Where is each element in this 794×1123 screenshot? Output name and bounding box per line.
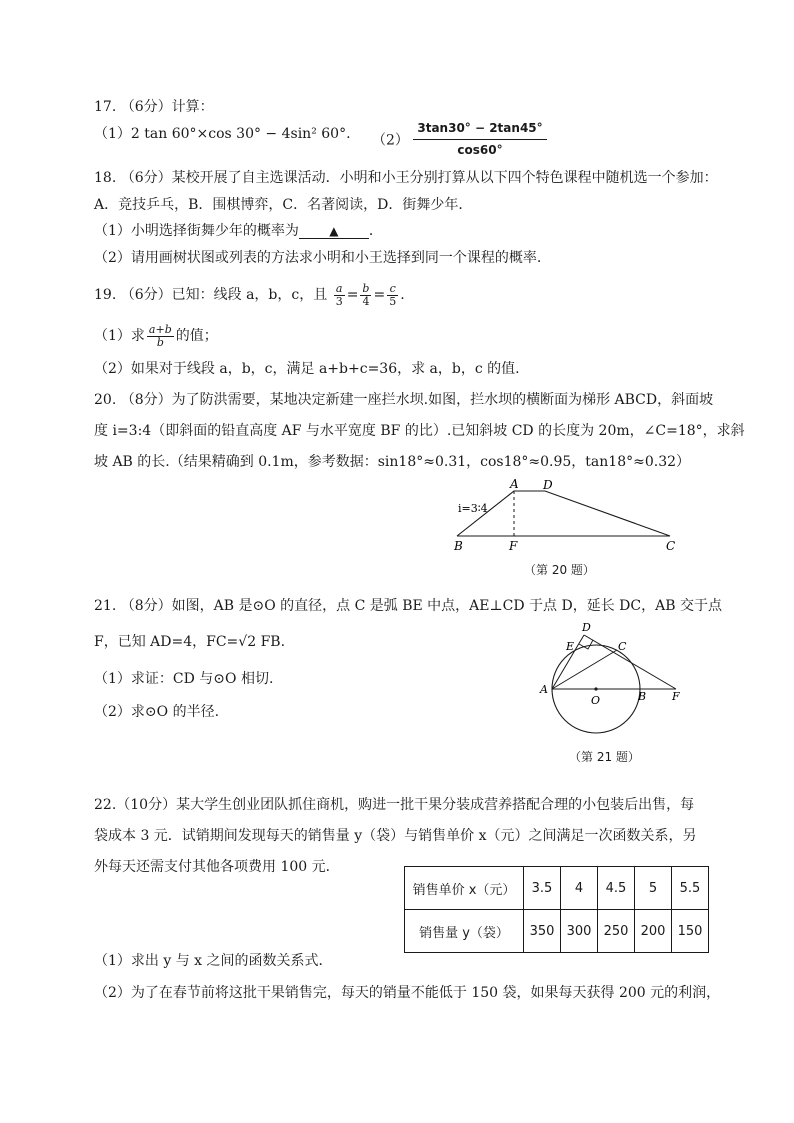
q19-part1 — [94, 323, 218, 349]
q19-fraction-b — [360, 283, 371, 308]
point-d-label: D — [543, 478, 553, 492]
table-cell: 150 — [672, 910, 709, 953]
q19-part1-end: 的值； — [175, 328, 218, 344]
q19-fraction-a-num: a — [334, 283, 345, 296]
price-header: 销售单价 x（元） — [405, 867, 524, 910]
q19-part1-text: （1）求 — [94, 328, 145, 344]
q21-part1: （1）求证：CD 与⊙O 相切. — [94, 671, 274, 687]
q19-part1-fraction — [147, 324, 174, 349]
q19-fraction-c-num: c — [387, 283, 398, 296]
figure-20-caption: （第 20 题） — [524, 563, 595, 577]
dam-trapezoid-figure — [440, 478, 690, 556]
q19-fraction-b-num: b — [362, 281, 370, 295]
q18-part1-text: （1）小明选择街舞少年的概率为 — [94, 223, 299, 239]
q18-part1 — [94, 221, 383, 241]
q20-line3: 坡 AB 的长.（结果精确到 0.1m，参考数据：sin18°≈0.31，cos18°≈0.95，tan18°≈0.32） — [94, 454, 691, 470]
table-cell: 200 — [635, 910, 672, 953]
table-cell: 300 — [561, 910, 598, 953]
point-e-label: E — [566, 640, 575, 653]
table-row — [405, 910, 709, 953]
table-cell: 5 — [635, 867, 672, 910]
table-cell: 4.5 — [598, 867, 635, 910]
q18-part1-end: ． — [368, 223, 383, 239]
q19-part1-fraction-den: b — [156, 335, 164, 349]
answer-blank: ▲ — [299, 224, 369, 239]
q17-part2-fraction — [413, 120, 546, 159]
quantity-header: 销售量 y（袋） — [405, 910, 524, 953]
q19-fraction-a — [334, 283, 345, 308]
q22-line2: 袋成本 3 元．试销期间发现每天的销售量 y（袋）与销售单价 x（元）之间满足一次函数关系，另 — [94, 828, 697, 844]
q22-line3: 外每天还需支付其他各项费用 100 元． — [94, 859, 340, 875]
q21-part2: （2）求⊙O 的半径. — [94, 704, 220, 720]
point-a-label: A — [540, 683, 548, 696]
line-ac — [552, 650, 617, 689]
q19-part2: （2）如果对于线段 a，b，c，满足 a+b+c=36，求 a，b，c 的值. — [94, 361, 520, 377]
trapezoid-outline — [457, 491, 670, 536]
point-c-label: C — [618, 640, 627, 653]
table-cell: 5.5 — [672, 867, 709, 910]
figure-21-caption: （第 21 题） — [569, 750, 640, 764]
q19-fraction-c-den: 5 — [389, 294, 397, 308]
table-cell: 350 — [524, 910, 561, 953]
q19-fraction-b-den: 4 — [362, 294, 370, 308]
point-d-label: D — [582, 621, 591, 634]
point-c-label: C — [666, 539, 676, 553]
center-point — [594, 687, 597, 690]
q17-part1-expr: 2 tan 60°×cos 30° − 4sin² 60°. — [130, 126, 351, 142]
q19-fraction-c — [387, 283, 398, 308]
table-cell: 4 — [561, 867, 598, 910]
point-o-label: O — [591, 694, 601, 707]
q18-options: A．竞技乒乓，B．围棋博弈，C．名著阅读，D．街舞少年． — [94, 197, 473, 213]
q21-line1: 21. （8分）如图，AB 是⊙O 的直径，点 C 是弧 BE 中点，AE⊥CD 于点 D，延长 DC，AB 交于点 — [94, 598, 722, 614]
slope-label: i=3∶4 — [458, 502, 488, 515]
table-cell: 250 — [598, 910, 635, 953]
q20-line1: 20. （8分）为了防洪需要，某地决定新建一座拦水坝.如图，拦水坝的横断面为梯形 ABCD，斜面坡 — [94, 392, 714, 408]
sales-table — [404, 866, 709, 953]
q22-part1: （1）求出 y 与 x 之间的函数关系式． — [94, 953, 333, 969]
table-cell: 3.5 — [524, 867, 561, 910]
q22-part2: （2）为了在春节前将这批干果销售完，每天的销量不能低于 150 袋，如果每天获得 200 元的利润， — [94, 985, 721, 1001]
q17-part2-denominator: cos60° — [457, 143, 503, 157]
q18-heading: 18. （6分）某校开展了自主选课活动．小明和小王分别打算从以下四个特色课程中随机选一个参加： — [94, 170, 718, 186]
point-f-label: F — [509, 539, 518, 553]
q17-heading: 17. （6分）计算： — [94, 99, 214, 115]
table-row — [405, 867, 709, 910]
q18-part2: （2）请用画树状图或列表的方法求小明和小王选择到同一个课程的概率. — [94, 250, 542, 266]
q17-part2 — [372, 120, 547, 159]
point-f-label: F — [672, 690, 680, 703]
q19-part1-fraction-num: a+b — [148, 322, 172, 336]
q17-part1 — [94, 124, 351, 144]
q22-line1: 22.（10分）某大学生创业团队抓住商机，购进一批干果分装成营养搭配合理的小包装后出售，每 — [94, 797, 695, 813]
point-b-label: B — [454, 539, 463, 553]
q21-line2: F，已知 AD=4，FC=√2 FB. — [94, 634, 286, 650]
q17-part1-label: （1） — [94, 126, 131, 142]
q20-line2: 度 i=3:4（即斜面的铅直高度 AF 与水平宽度 BF 的比）.已知斜坡 CD 的长度为 20m，∠C=18°，求斜 — [94, 423, 745, 439]
point-a-label: A — [510, 478, 519, 491]
circle-tangent-figure — [535, 620, 690, 740]
q17-part2-label: （2） — [372, 132, 409, 149]
q17-part2-numerator: 3tan30° − 2tan45° — [413, 120, 546, 140]
q19-heading: 19. （6分）已知：线段 a，b，c，且 $\frac{a}{3}$ = $\frac{b}{4}$ = $\frac{c}{5}$ . — [94, 281, 405, 308]
point-b-label: B — [638, 690, 647, 703]
q19-fraction-a-den: 3 — [335, 294, 343, 308]
q19-heading-text: 19. （6分）已知：线段 a，b，c，且 — [94, 287, 328, 303]
